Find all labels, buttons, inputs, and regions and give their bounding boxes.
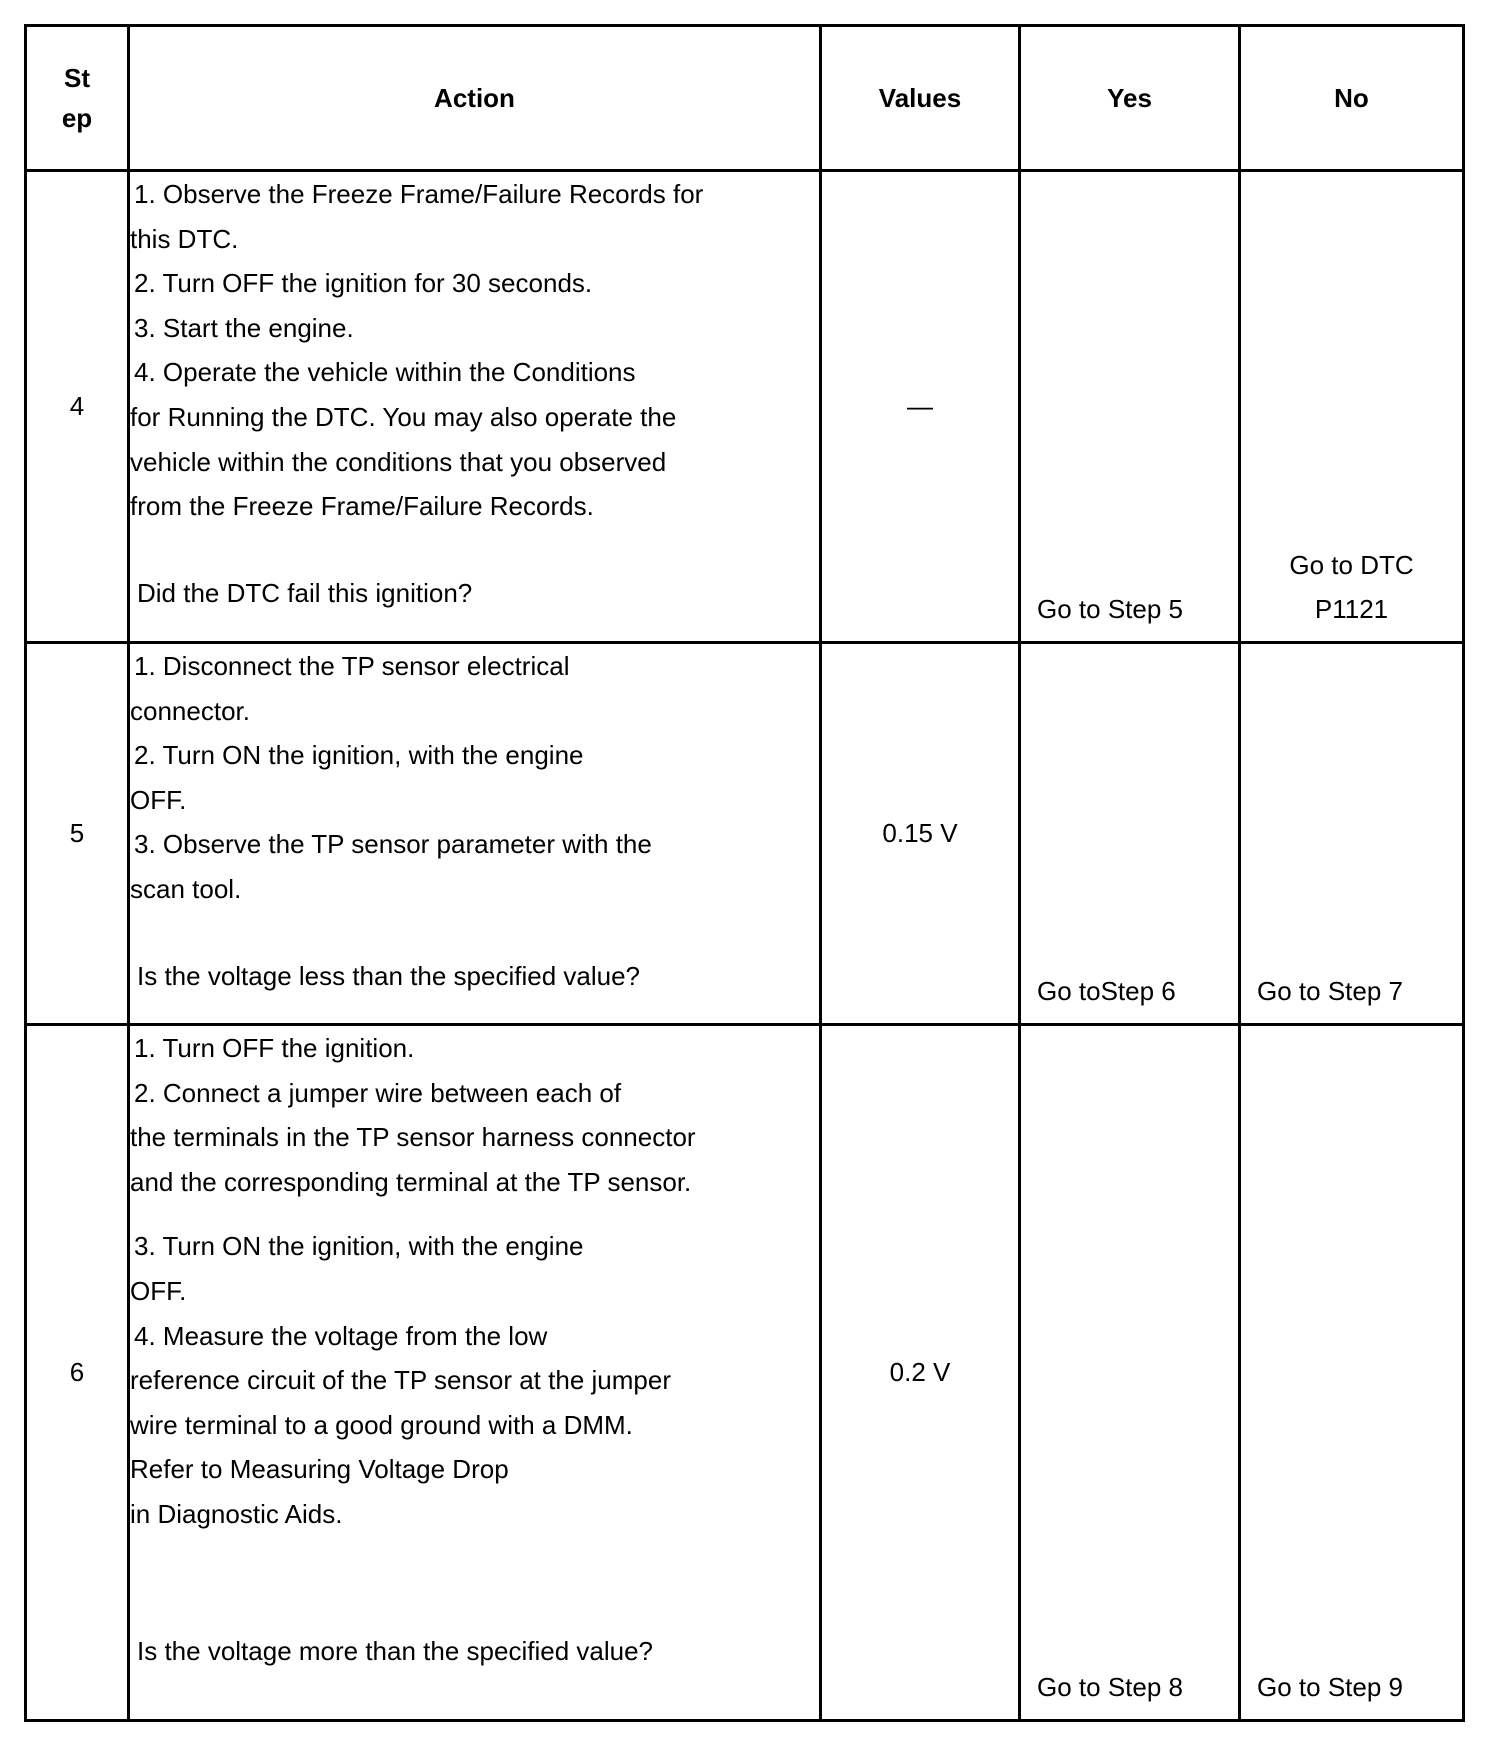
step-number: 6	[26, 1025, 129, 1721]
action-line: connector.	[130, 695, 250, 726]
action-line: the terminals in the TP sensor harness connector	[130, 1122, 696, 1153]
header-action: Action	[129, 26, 821, 171]
header-step	[26, 26, 129, 171]
no-text: Go to Step 9	[1257, 1672, 1403, 1702]
header-no: No	[1240, 26, 1464, 171]
action-line: and the corresponding terminal at the TP sensor.	[130, 1166, 692, 1197]
action-question: Did the DTC fail this ignition?	[137, 577, 473, 608]
yes-text: Go to Step 5	[1037, 594, 1183, 624]
no-text-line-1: Go to DTC	[1289, 550, 1414, 580]
action-line: in Diagnostic Aids.	[130, 1498, 343, 1529]
action-cell	[129, 171, 821, 643]
table-row-step-6	[26, 1025, 1464, 1721]
yes-text: Go toStep 6	[1037, 976, 1176, 1006]
diagnostic-table	[24, 24, 1465, 1722]
no-cell	[1240, 643, 1464, 1025]
header-yes: Yes	[1020, 26, 1240, 171]
action-question: Is the voltage more than the specified value?	[137, 1635, 653, 1666]
action-line: OFF.	[130, 1275, 187, 1306]
header-step-line-1: St	[64, 63, 90, 93]
action-line: from the Freeze Frame/Failure Records.	[130, 491, 594, 522]
action-line: 3. Start the engine.	[134, 312, 354, 343]
action-line: 3. Turn ON the ignition, with the engine	[134, 1231, 584, 1262]
no-text-line-2: P1121	[1314, 594, 1389, 624]
value-cell: 0.15 V	[821, 643, 1020, 1025]
action-line: reference circuit of the TP sensor at the jumper	[130, 1365, 671, 1396]
table-row-step-5	[26, 643, 1464, 1025]
value-cell: 0.2 V	[821, 1025, 1020, 1721]
no-cell	[1240, 171, 1464, 643]
action-line: Refer to Measuring Voltage Drop	[130, 1454, 509, 1485]
action-line: wire terminal to a good ground with a DMM.	[130, 1409, 633, 1440]
action-line: 1. Observe the Freeze Frame/Failure Records for	[134, 179, 704, 209]
action-line: this DTC.	[130, 223, 239, 254]
yes-text: Go to Step 8	[1037, 1672, 1183, 1702]
action-line: 1. Disconnect the TP sensor electrical	[134, 651, 570, 681]
yes-cell	[1020, 643, 1240, 1025]
value-cell: —	[821, 171, 1020, 643]
action-line: 2. Turn OFF the ignition for 30 seconds.	[134, 268, 593, 299]
no-cell	[1240, 1025, 1464, 1721]
action-cell	[129, 1025, 821, 1721]
header-row	[26, 26, 1464, 171]
header-step-line-2: ep	[61, 103, 93, 133]
action-line: OFF.	[130, 784, 187, 815]
yes-cell	[1020, 1025, 1240, 1721]
action-line: scan tool.	[130, 873, 242, 904]
step-number: 4	[26, 171, 129, 643]
header-values: Values	[821, 26, 1020, 171]
action-question: Is the voltage less than the specified value?	[137, 960, 640, 991]
action-line: vehicle within the conditions that you observed	[130, 446, 667, 477]
action-line: 2. Connect a jumper wire between each of	[134, 1077, 622, 1108]
table-row-step-4	[26, 171, 1464, 643]
action-line: 2. Turn ON the ignition, with the engine	[134, 740, 584, 771]
action-line: 4. Measure the voltage from the low	[134, 1320, 548, 1351]
action-line: 1. Turn OFF the ignition.	[134, 1033, 415, 1063]
no-text: Go to Step 7	[1257, 976, 1403, 1006]
action-line: 3. Observe the TP sensor parameter with the	[134, 829, 652, 860]
action-cell	[129, 643, 821, 1025]
step-number: 5	[26, 643, 129, 1025]
action-line: for Running the DTC. You may also operate the	[130, 401, 677, 432]
action-line: 4. Operate the vehicle within the Conditions	[134, 357, 636, 388]
yes-cell	[1020, 171, 1240, 643]
